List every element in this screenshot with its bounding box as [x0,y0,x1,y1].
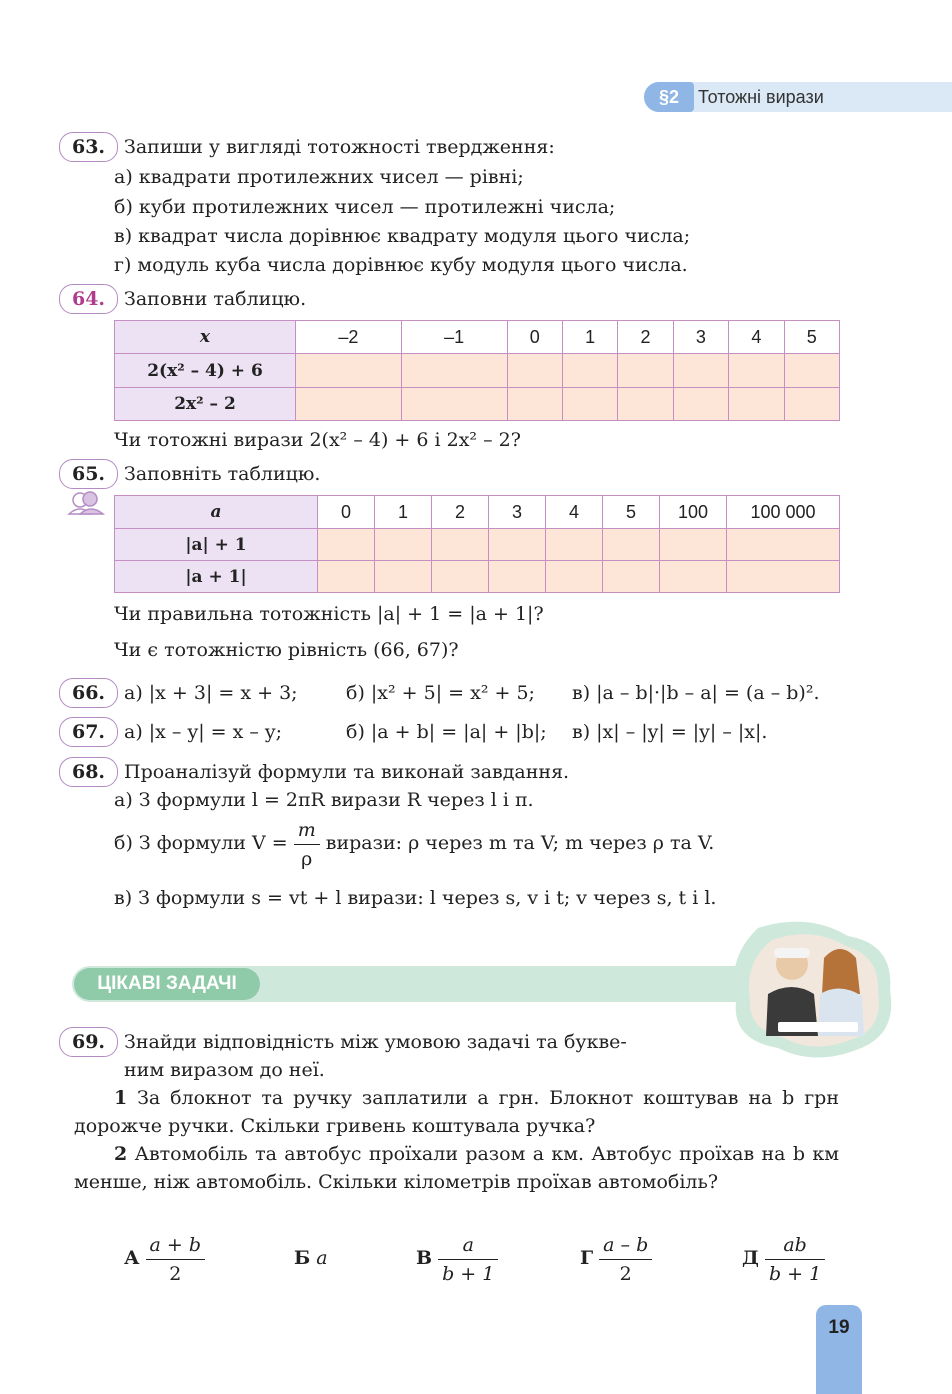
table-64-value: 5 [784,321,839,354]
option-label: В [416,1247,433,1269]
task-number-67: 67. [59,717,118,747]
option-numerator: a + b [146,1231,206,1260]
task-number-68: 68. [59,757,118,787]
option-c [416,1230,498,1290]
table-65-header: a [115,496,318,529]
table-64-row-label: 2x² – 2 [115,388,296,421]
problem-2-number: 2 [114,1143,128,1165]
option-denominator: b + 1 [442,1262,495,1285]
task-69-problem-2 [74,1140,839,1196]
option-numerator: a [438,1231,498,1260]
table-64-value: –1 [401,321,507,354]
task-67-c: в) |x| – |y| = |y| – |x|. [572,721,768,743]
problem-2-text: Автомобіль та автобус проїхали разом a км. Автобус проїхав на b км менше, ніж автомобіль. Скільки кілометрів проїхав автомобіль? [74,1143,839,1193]
task-67-a: а) |x – y| = x – y; [124,721,283,743]
option-d [580,1230,652,1290]
fraction-numerator: m [294,816,320,845]
option-label: А [124,1247,140,1269]
task-66-b: б) |x² + 5| = x² + 5; [346,682,535,704]
task-number-63: 63. [59,132,118,162]
table-65-value: 4 [546,496,603,529]
task-68-c: в) З формули s = vt + l вирази: l через s, v і t; v через s, t і l. [114,887,717,909]
option-label: Д [742,1247,759,1269]
table-64-value: 3 [673,321,728,354]
option-denominator: 2 [169,1262,182,1285]
task-68-b-pre: б) З формули V = [114,832,288,854]
table-65-value: 2 [432,496,489,529]
task-67-b: б) |a + b| = |a| + |b|; [346,721,547,743]
option-numerator: a – b [599,1231,652,1260]
table-65-value: 3 [489,496,546,529]
task-68-b [114,815,714,873]
problem-1-number: 1 [114,1087,128,1109]
option-numerator: ab [765,1231,825,1260]
table-64-value: 0 [507,321,562,354]
option-expression: a [316,1247,328,1269]
task-68-title: Проаналізуй формули та виконай завдання. [124,761,570,783]
option-label: Б [294,1247,311,1269]
table-65 [114,495,840,593]
fraction-m-rho [294,816,320,873]
table-64-header: x [115,321,296,354]
task-66-c: в) |a – b|·|b – a| = (a – b)². [572,682,820,704]
option-e [742,1230,825,1290]
problem-1-text: За блокнот та ручку заплатили a грн. Блокнот коштував на b грн дорожче ручки. Скільки гривень коштувала ручка? [74,1087,839,1137]
task-69-line-1: Знайди відповідність між умовою задачі та букве- [124,1031,627,1053]
task-65-question: Чи правильна тотожність |a| + 1 = |a + 1|? [114,603,544,625]
task-69-line-2: ним виразом до неї. [124,1059,325,1081]
task-63-item-c: в) квадрат числа дорівнює квадрату модуля цього числа; [114,225,691,247]
task-65-question-2: Чи є тотожністю рівність (66, 67)? [114,639,459,661]
task-66-a: а) |x + 3| = x + 3; [124,682,298,704]
task-68-b-post: вирази: ρ через m та V; m через ρ та V. [325,832,715,854]
table-64 [114,320,840,421]
option-denominator: 2 [619,1262,632,1285]
section-title: Тотожні вирази [698,87,824,107]
table-65-value: 0 [318,496,375,529]
table-65-value: 5 [603,496,660,529]
table-65-value: 100 000 [727,496,840,529]
table-64-value: 1 [562,321,617,354]
task-63-item-d: г) модуль куба числа дорівнює кубу модуля цього числа. [114,254,688,276]
task-number-66: 66. [59,678,118,708]
table-64-value: 4 [729,321,784,354]
task-69-problem-1 [74,1084,839,1140]
table-65-row-label: |a| + 1 [115,529,318,561]
group-work-icon [66,490,106,516]
task-63-item-b: б) куби протилежних чисел — протилежні числа; [114,196,616,218]
students-illustration [728,918,896,1060]
task-number-65: 65. [59,459,118,489]
page-number: 19 [816,1305,862,1394]
table-65-row-label: |a + 1| [115,561,318,593]
task-63-item-a: а) квадрати протилежних чисел — рівні; [114,166,524,188]
table-64-value: –2 [296,321,402,354]
option-a [124,1230,205,1290]
option-label: Г [580,1247,594,1269]
task-68-a: а) З формули l = 2πR вирази R через l і π. [114,789,534,811]
table-64-row-label: 2(x² – 4) + 6 [115,354,296,388]
task-64-question: Чи тотожні вирази 2(x² – 4) + 6 і 2x² – 2? [114,429,521,451]
option-b [294,1230,328,1290]
task-65-title: Заповніть таблицю. [124,463,321,485]
section-header [644,82,952,112]
task-number-69: 69. [59,1027,118,1057]
fraction-denominator: ρ [301,847,313,870]
table-65-value: 1 [375,496,432,529]
task-number-64: 64. [59,284,118,314]
option-denominator: b + 1 [768,1262,822,1285]
section-badge: §2 [644,82,694,112]
table-65-value: 100 [660,496,727,529]
table-64-value: 2 [618,321,673,354]
task-64-title: Заповни таблицю. [124,288,307,310]
section-banner-title: ЦІКАВІ ЗАДАЧІ [74,968,260,1000]
task-63-title: Запиши у вигляді тотожності твердження: [124,136,555,158]
